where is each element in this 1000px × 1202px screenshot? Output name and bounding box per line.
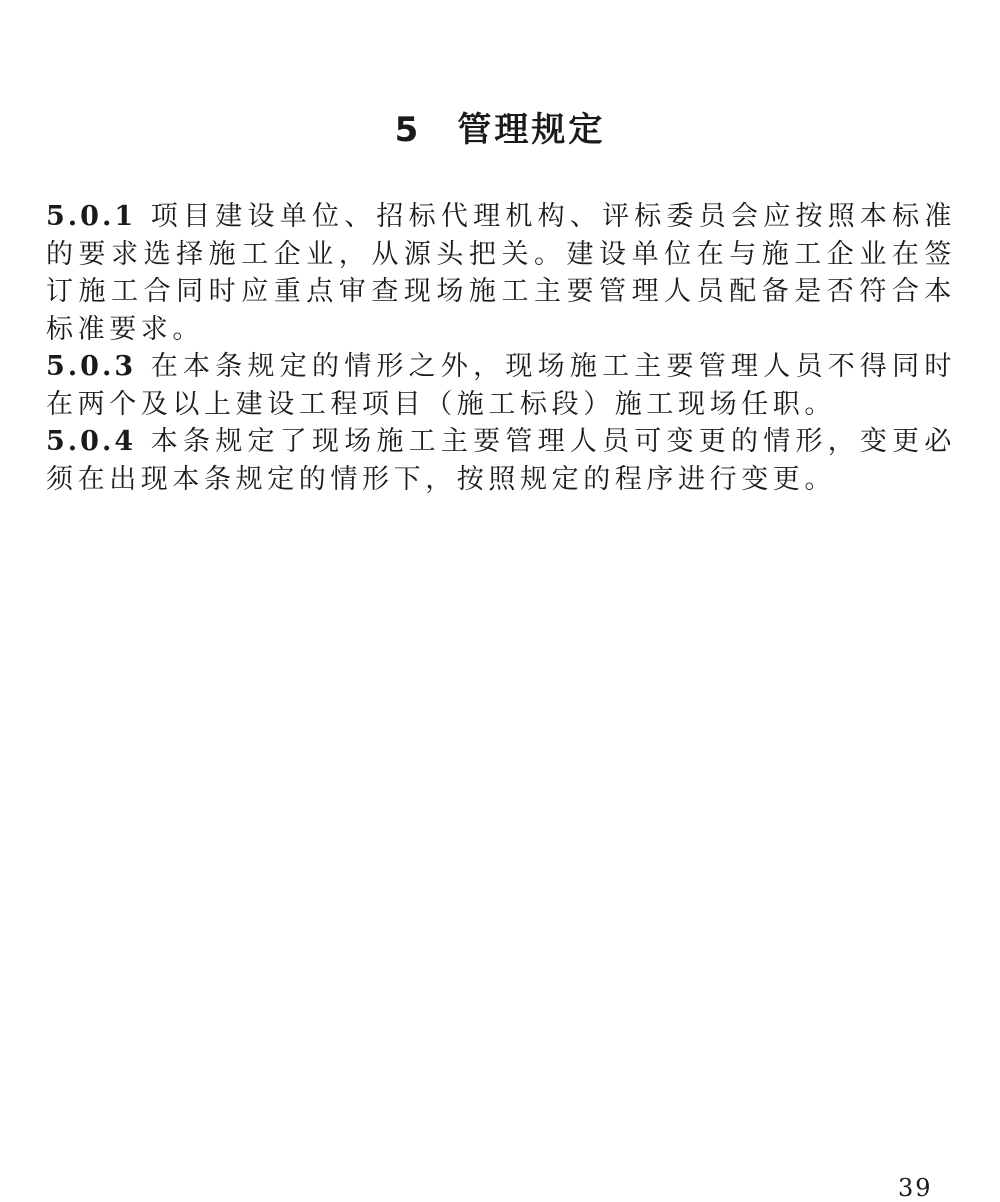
clause-number: 5.0.3 <box>46 351 137 382</box>
chapter-number: 5 <box>394 110 422 150</box>
chapter-title: 管理规定 <box>457 110 606 150</box>
chapter-heading <box>0 108 1000 152</box>
clause-number: 5.0.1 <box>46 201 137 232</box>
clause-5-0-4 <box>46 423 956 498</box>
page-number: 39 <box>898 1174 933 1202</box>
clause-text: 项目建设单位、招标代理机构、评标委员会应按照本标准的要求选择施工企业，从源头把关。建设单位在与施工企业在签订施工合同时应重点审查现场施工主要管理人员配备是否符合本标准要求。 <box>46 201 956 345</box>
clause-number: 5.0.4 <box>46 426 137 457</box>
chapter-body <box>46 198 956 498</box>
clause-5-0-1 <box>46 198 956 348</box>
clause-text: 本条规定了现场施工主要管理人员可变更的情形，变更必须在出现本条规定的情形下，按照规定的程序进行变更。 <box>46 426 956 495</box>
clause-text: 在本条规定的情形之外，现场施工主要管理人员不得同时在两个及以上建设工程项目（施工标段）施工现场任职。 <box>46 351 956 420</box>
clause-5-0-3 <box>46 348 956 423</box>
